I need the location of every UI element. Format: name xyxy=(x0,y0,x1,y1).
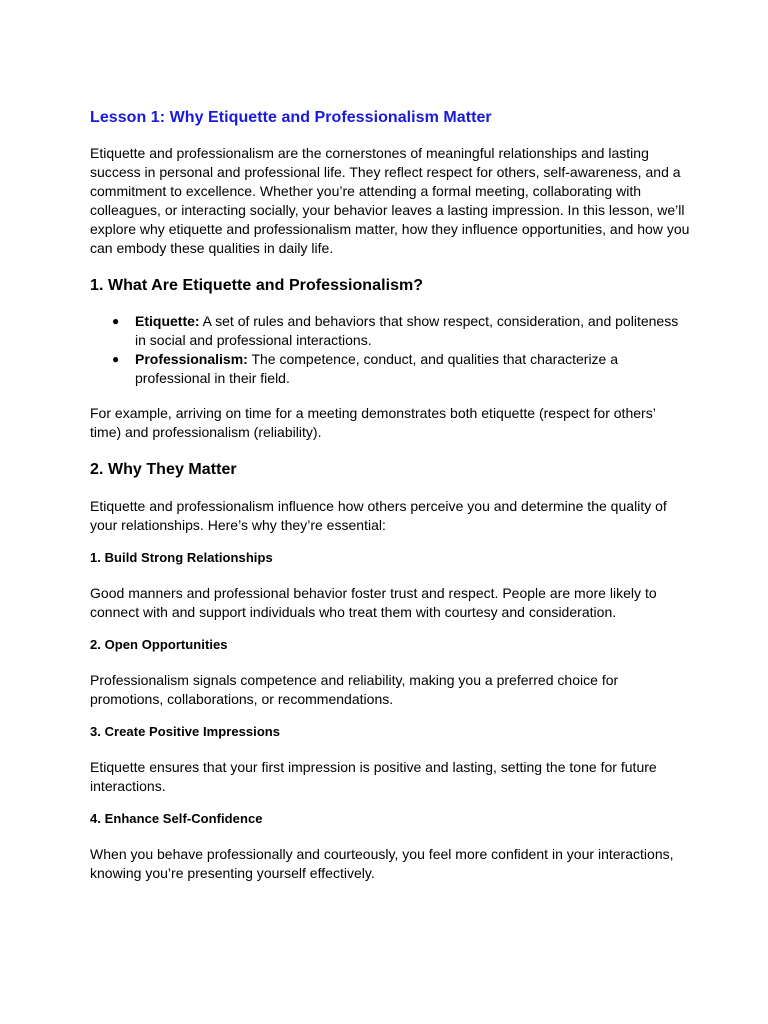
term-label: Etiquette: xyxy=(135,313,200,329)
bullet-icon: ● xyxy=(112,352,120,366)
term-definition: A set of rules and behaviors that show respect, consideration, and politeness in social and professional interactions. xyxy=(135,313,679,348)
point-text: Good manners and professional behavior foster trust and respect. People are more likely to connect with and support individuals who treat them with courtesy and consideration. xyxy=(90,585,657,620)
list-item xyxy=(90,350,690,388)
term-definition: The competence, conduct, and qualities that characterize a professional in their field. xyxy=(135,351,619,386)
list-item xyxy=(90,312,690,350)
bullet-icon: ● xyxy=(112,314,120,328)
point-heading: 2. Open Opportunities xyxy=(90,637,228,652)
lesson-title: Lesson 1: Why Etiquette and Professionalism Matter xyxy=(90,109,492,126)
section-heading-definitions: 1. What Are Etiquette and Professionalism? xyxy=(90,277,424,294)
section2-intro: Etiquette and professionalism influence how others perceive you and determine the quality of your relationships. Here’s why they’re essential: xyxy=(90,498,667,533)
point-text: Professionalism signals competence and reliability, making you a preferred choice for promotions, collaborations, or recommendations. xyxy=(90,672,619,707)
point-text: Etiquette ensures that your first impression is positive and lasting, setting the tone for future interactions. xyxy=(90,759,657,794)
definitions-list xyxy=(90,312,690,388)
point-heading: 3. Create Positive Impressions xyxy=(90,724,281,739)
point-heading: 1. Build Strong Relationships xyxy=(90,550,273,565)
intro-paragraph: Etiquette and professionalism are the cornerstones of meaningful relationships and lasting success in personal and professional life. They reflect respect for others, self-awareness, and a commitment to excellence. Whether you’re attending a formal meeting, collaborating with colleagues, or interacting socially, your behavior leaves a lasting impression. In this lesson, we’ll explore why etiquette and professionalism matter, how they influence opportunities, and how you can embody these qualities in daily life. xyxy=(90,145,690,256)
point-heading: 4. Enhance Self-Confidence xyxy=(90,811,263,826)
point-text: When you behave professionally and courteously, you feel more confident in your interactions, knowing you’re presenting yourself effectively. xyxy=(90,846,674,881)
document-page xyxy=(90,108,690,883)
section-heading-why-matter: 2. Why They Matter xyxy=(90,461,237,478)
term-label: Professionalism: xyxy=(135,351,248,367)
example-paragraph: For example, arriving on time for a meeting demonstrates both etiquette (respect for others’ time) and professionalism (reliability). xyxy=(90,405,656,440)
